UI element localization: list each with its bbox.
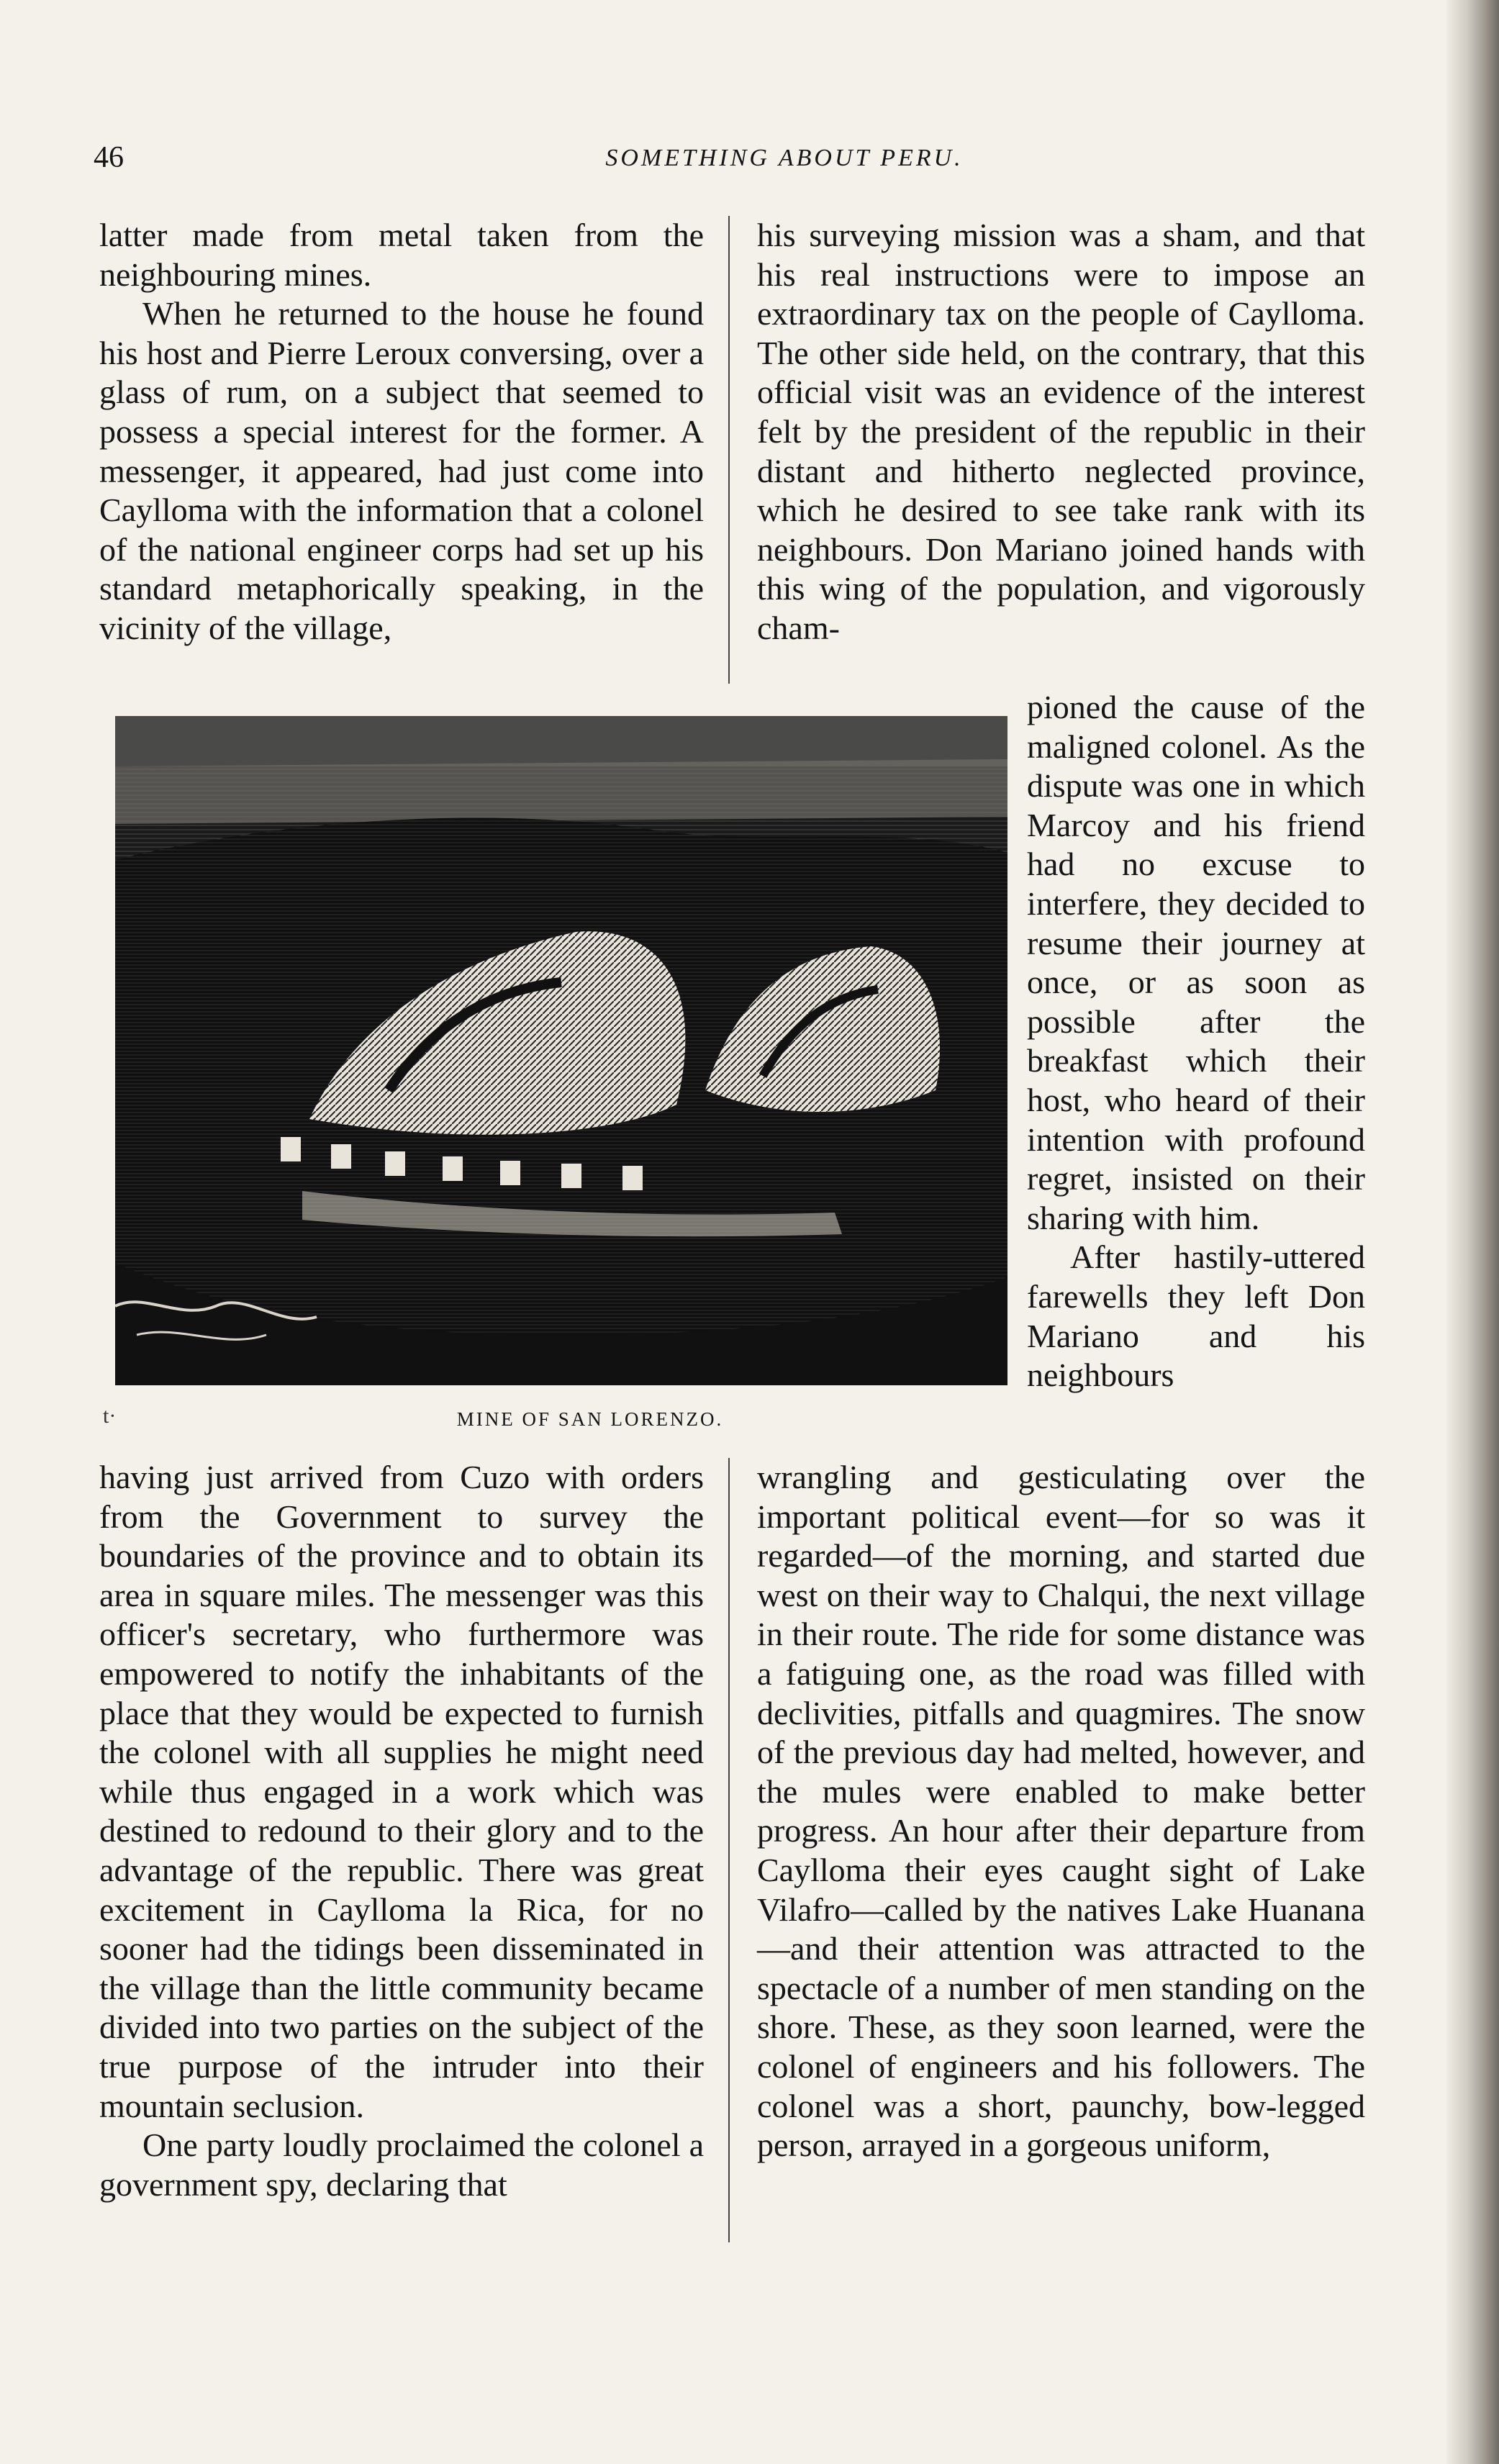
column-rule-bottom [728, 1458, 730, 2242]
paragraph: After hastily-uttered farewells they left Don Mariano and his neighbours [1027, 1238, 1365, 1394]
left-column-bottom [99, 1458, 704, 2204]
right-column-top [757, 216, 1365, 648]
paragraph: pioned the cause of the maligned colonel. As the dispute was one in which Marcoy and his friend had no excuse to interfere, they decided to resume their journey at once, or as soon as possible after the breakfast which their host, who heard of their intention with profound regret, insisted on their sharing with him. [1027, 689, 1365, 1236]
column-rule-top [728, 216, 730, 684]
figure-caption: MINE OF SAN LORENZO. [456, 1408, 724, 1430]
engraving-illustration [115, 716, 1007, 1385]
page-number: 46 [94, 141, 124, 174]
paragraph: One party loudly proclaimed the colonel a government spy, declaring that [99, 2126, 704, 2203]
paragraph: wrangling and gesticulating over the important political event—for so was it regarded—of the morning, and started due west on their way to Chalqui, the next village in their route. The ride for some distance was a fatiguing one, as the road was filled with declivities, pitfalls and quagmires. The snow of the previous day had melted, however, and the mules were enabled to make better progress. An hour after their departure from Caylloma their eyes caught sight of Lake Vilafro—called by the natives Lake Huanana—and their attention was attracted to the spectacle of a number of men standing on the shore. These, as they soon learned, were the colonel of engineers and his followers. The colonel was a short, paunchy, bow-legged person, arrayed in a gorgeous uniform, [757, 1459, 1365, 2164]
right-column-wrap-text [1027, 688, 1365, 1395]
page-edge-shadow [1446, 0, 1499, 2464]
paragraph: having just arrived from Cuzo with orders from the Government to survey the boundaries of the province and to obtain its area in square miles. The messenger was this officer's secretary, who furthermore was empowered to notify the inhabitants of the place that they would be expected to furnish the colonel with all supplies he might need while thus engaged in a work which was destined to redound to their glory and to the advantage of the republic. There was great excitement in Caylloma la Rica, for no sooner had the tidings been disseminated in the village than the little community became divided into two parties on the subject of the true purpose of the intruder into their mountain seclusion. [99, 1459, 704, 2124]
mine-engraving [115, 716, 1007, 1385]
paragraph: latter made from metal taken from the neighbouring mines. [99, 217, 704, 293]
left-column-top [99, 216, 704, 648]
caption-mark: t· [103, 1404, 117, 1428]
page-header [94, 140, 1360, 184]
right-column-bottom [757, 1458, 1365, 2165]
paragraph: his surveying mission was a sham, and that his real instructions were to impose an extraordinary tax on the people of Caylloma. The other side held, on the contrary, that this official visit was an evidence of the interest felt by the president of the republic in their distant and hitherto neglected province, which he desired to see take rank with its neighbours. Don Mariano joined hands with this wing of the population, and vigorously cham- [757, 217, 1365, 646]
running-title: SOMETHING ABOUT PERU. [605, 145, 964, 171]
paragraph: When he returned to the house he found his host and Pierre Leroux conversing, over a glass of rum, on a subject that seemed to possess a special interest for the former. A messenger, it appeared, had just come into Caylloma with the information that a colonel of the national engineer corps had set up his standard metaphorically speaking, in the vicinity of the village, [99, 295, 704, 646]
